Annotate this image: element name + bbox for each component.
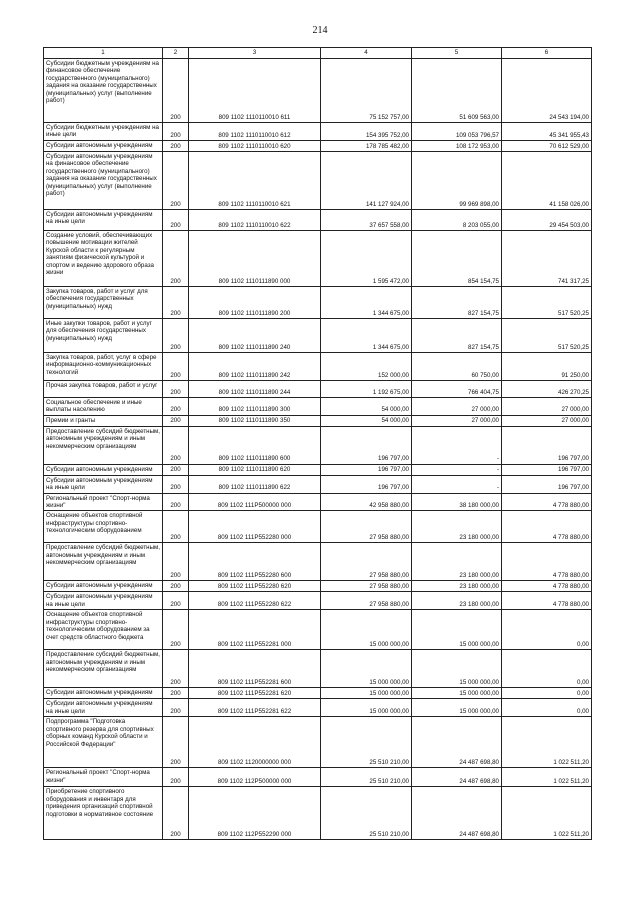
- row-value-col6: 1 022 511,20: [502, 787, 592, 840]
- row-classification-code: 809 1102 1110110010 620: [189, 141, 321, 152]
- table-row: [44, 688, 592, 699]
- row-classification-code: 809 1102 1110111890 244: [189, 381, 321, 398]
- row-name: Предоставление субсидий бюджетным, автономным учреждениям и иным некоммерческим организациям: [44, 543, 163, 581]
- column-header: 3: [189, 48, 321, 59]
- row-value-col4: 196 797,00: [321, 426, 412, 464]
- row-value-col5: 24 487 698,80: [412, 768, 502, 787]
- row-classification-code: 809 1102 1110111890 000: [189, 231, 321, 287]
- row-value-col6: 196 797,00: [502, 464, 592, 475]
- table-row: [44, 141, 592, 152]
- row-code: 200: [163, 353, 189, 381]
- row-value-col4: 27 958 880,00: [321, 581, 412, 592]
- row-classification-code: 809 1102 111P552281 620: [189, 688, 321, 699]
- table-row: [44, 398, 592, 416]
- row-value-col4: 1 344 675,00: [321, 319, 412, 353]
- row-classification-code: 809 1102 1110111890 620: [189, 464, 321, 475]
- row-classification-code: 809 1102 112P552290 000: [189, 787, 321, 840]
- row-classification-code: 809 1102 111P552280 620: [189, 581, 321, 592]
- table-row: [44, 426, 592, 464]
- row-value-col4: 75 152 757,00: [321, 59, 412, 123]
- row-code: 200: [163, 464, 189, 475]
- row-value-col5: -: [412, 426, 502, 464]
- table-row: [44, 581, 592, 592]
- row-value-col6: 4 778 880,00: [502, 543, 592, 581]
- table-row: [44, 319, 592, 353]
- row-name: Субсидии автономным учреждениям: [44, 581, 163, 592]
- row-name: Региональный проект "Спорт-норма жизни": [44, 493, 163, 511]
- row-value-col4: 27 958 880,00: [321, 543, 412, 581]
- row-value-col6: 0,00: [502, 688, 592, 699]
- row-value-col4: 1 595 472,00: [321, 231, 412, 287]
- column-header: 1: [44, 48, 163, 59]
- row-value-col5: 15 000 000,00: [412, 688, 502, 699]
- row-classification-code: 809 1102 111P552280 000: [189, 511, 321, 543]
- row-value-col6: 196 797,00: [502, 475, 592, 493]
- row-classification-code: 809 1102 1110111890 242: [189, 353, 321, 381]
- row-code: 200: [163, 415, 189, 426]
- table-row: [44, 511, 592, 543]
- row-value-col5: 23 180 000,00: [412, 581, 502, 592]
- row-value-col4: 25 510 210,00: [321, 787, 412, 840]
- row-value-col5: 15 000 000,00: [412, 650, 502, 688]
- row-value-col6: 741 317,25: [502, 231, 592, 287]
- row-value-col4: 25 510 210,00: [321, 768, 412, 787]
- row-classification-code: 809 1102 1110110010 612: [189, 123, 321, 141]
- row-code: 200: [163, 787, 189, 840]
- row-value-col4: 15 000 000,00: [321, 699, 412, 717]
- row-value-col5: 109 053 796,57: [412, 123, 502, 141]
- row-value-col5: 99 969 898,00: [412, 152, 502, 210]
- row-classification-code: 809 1102 1120000000 000: [189, 717, 321, 768]
- row-value-col5: 27 000,00: [412, 415, 502, 426]
- row-code: 200: [163, 475, 189, 493]
- row-value-col5: 23 180 000,00: [412, 511, 502, 543]
- table-row: [44, 475, 592, 493]
- row-value-col5: 8 203 055,00: [412, 210, 502, 231]
- table-row: [44, 543, 592, 581]
- row-value-col4: 27 958 880,00: [321, 592, 412, 610]
- row-value-col6: 0,00: [502, 699, 592, 717]
- table-row: [44, 287, 592, 319]
- row-name: Субсидии автономным учреждениям на иные цели: [44, 475, 163, 493]
- row-classification-code: 809 1102 1110111890 300: [189, 398, 321, 416]
- row-classification-code: 809 1102 111P552281 000: [189, 610, 321, 650]
- row-value-col4: 54 000,00: [321, 398, 412, 416]
- row-classification-code: 809 1102 1110111890 622: [189, 475, 321, 493]
- table-row: [44, 123, 592, 141]
- row-code: 200: [163, 152, 189, 210]
- row-code: 200: [163, 59, 189, 123]
- row-value-col5: 60 750,00: [412, 353, 502, 381]
- row-code: 200: [163, 123, 189, 141]
- row-name: Субсидии бюджетным учреждениям на финансовое обеспечение государственного (муниципального) задания на оказание государственных (муниципальных) услуг (выполнение работ): [44, 59, 163, 123]
- row-name: Субсидии автономным учреждениям на иные цели: [44, 699, 163, 717]
- table-row: [44, 381, 592, 398]
- table-row: [44, 493, 592, 511]
- row-value-col6: 4 778 880,00: [502, 493, 592, 511]
- row-code: 200: [163, 319, 189, 353]
- row-name: Субсидии автономным учреждениям на иные цели: [44, 592, 163, 610]
- row-value-col6: 4 778 880,00: [502, 511, 592, 543]
- row-value-col4: 15 000 000,00: [321, 650, 412, 688]
- table-row: [44, 768, 592, 787]
- row-code: 200: [163, 581, 189, 592]
- row-value-col5: 24 487 698,80: [412, 787, 502, 840]
- column-header: 2: [163, 48, 189, 59]
- row-value-col6: 517 520,25: [502, 287, 592, 319]
- row-value-col6: 91 250,00: [502, 353, 592, 381]
- row-classification-code: 809 1102 111P552281 622: [189, 699, 321, 717]
- row-classification-code: 809 1102 112P500000 000: [189, 768, 321, 787]
- row-value-col5: 15 000 000,00: [412, 610, 502, 650]
- row-value-col4: 37 657 558,00: [321, 210, 412, 231]
- row-value-col6: 517 520,25: [502, 319, 592, 353]
- row-classification-code: 809 1102 111P500000 000: [189, 493, 321, 511]
- row-code: 200: [163, 592, 189, 610]
- table-row: [44, 415, 592, 426]
- table-row: [44, 353, 592, 381]
- table-row: [44, 59, 592, 123]
- row-value-col6: 1 022 511,20: [502, 768, 592, 787]
- row-code: 200: [163, 398, 189, 416]
- row-name: Субсидии бюджетным учреждениям на иные цели: [44, 123, 163, 141]
- row-code: 200: [163, 699, 189, 717]
- row-code: 200: [163, 543, 189, 581]
- row-code: 200: [163, 493, 189, 511]
- row-classification-code: 809 1102 1110110010 621: [189, 152, 321, 210]
- row-name: Подпрограмма "Подготовка спортивного резерва для спортивных сборных команд Курской области и Российской Федерации": [44, 717, 163, 768]
- row-classification-code: 809 1102 111P552280 622: [189, 592, 321, 610]
- row-value-col5: 51 609 563,00: [412, 59, 502, 123]
- row-value-col6: 196 797,00: [502, 426, 592, 464]
- row-name: Оснащение объектов спортивной инфраструктуры спортивно-технологическим оборудованием: [44, 511, 163, 543]
- row-value-col4: 141 127 924,00: [321, 152, 412, 210]
- table-row: [44, 592, 592, 610]
- table-row: [44, 610, 592, 650]
- row-name: Социальное обеспечение и иные выплаты населению: [44, 398, 163, 416]
- row-value-col6: 29 454 503,00: [502, 210, 592, 231]
- table-row: [44, 231, 592, 287]
- page-number: 214: [312, 25, 328, 36]
- budget-table: [43, 47, 592, 840]
- row-code: 200: [163, 688, 189, 699]
- row-classification-code: 809 1102 111P552281 600: [189, 650, 321, 688]
- row-value-col5: 108 172 953,00: [412, 141, 502, 152]
- row-code: 200: [163, 287, 189, 319]
- row-value-col4: 1 344 675,00: [321, 287, 412, 319]
- row-code: 200: [163, 717, 189, 768]
- row-value-col6: 27 000,00: [502, 415, 592, 426]
- row-classification-code: 809 1102 1110111890 600: [189, 426, 321, 464]
- row-classification-code: 809 1102 1110111890 350: [189, 415, 321, 426]
- row-value-col5: 23 180 000,00: [412, 592, 502, 610]
- row-value-col6: 426 270,25: [502, 381, 592, 398]
- row-value-col4: 196 797,00: [321, 475, 412, 493]
- row-value-col5: 827 154,75: [412, 319, 502, 353]
- row-classification-code: 809 1102 1110110010 622: [189, 210, 321, 231]
- row-value-col6: 4 778 880,00: [502, 592, 592, 610]
- row-name: Субсидии автономным учреждениям на иные цели: [44, 210, 163, 231]
- row-value-col6: 45 341 955,43: [502, 123, 592, 141]
- row-value-col6: 41 158 026,00: [502, 152, 592, 210]
- row-code: 200: [163, 231, 189, 287]
- row-value-col5: 24 487 698,80: [412, 717, 502, 768]
- row-name: Субсидии автономным учреждениям: [44, 688, 163, 699]
- row-value-col4: 1 192 675,00: [321, 381, 412, 398]
- row-name: Оснащение объектов спортивной инфраструктуры спортивно-технологическим оборудованием за счет средств областного бюджета: [44, 610, 163, 650]
- table-header-row: [44, 48, 592, 59]
- row-code: 200: [163, 768, 189, 787]
- row-name: Создание условий, обеспечивающих повышение мотивации жителей Курской области к регулярным занятиям физической культурой и спортом и ведению здорового образа жизни: [44, 231, 163, 287]
- table-row: [44, 464, 592, 475]
- column-header: 4: [321, 48, 412, 59]
- row-value-col4: 25 510 210,00: [321, 717, 412, 768]
- row-value-col5: 827 154,75: [412, 287, 502, 319]
- row-name: Приобретение спортивного оборудования и инвентаря для приведения организаций спортивной подготовки в нормативное состояние: [44, 787, 163, 840]
- row-name: Премии и гранты: [44, 415, 163, 426]
- row-value-col6: 27 000,00: [502, 398, 592, 416]
- row-value-col4: 15 000 000,00: [321, 688, 412, 699]
- row-value-col5: -: [412, 464, 502, 475]
- row-value-col4: 154 395 752,00: [321, 123, 412, 141]
- row-value-col6: 0,00: [502, 610, 592, 650]
- row-classification-code: 809 1102 1110111890 200: [189, 287, 321, 319]
- row-value-col5: 854 154,75: [412, 231, 502, 287]
- row-classification-code: 809 1102 1110111890 240: [189, 319, 321, 353]
- table-row: [44, 152, 592, 210]
- row-value-col5: 27 000,00: [412, 398, 502, 416]
- column-header: 6: [502, 48, 592, 59]
- row-value-col4: 152 000,00: [321, 353, 412, 381]
- row-value-col5: 766 404,75: [412, 381, 502, 398]
- row-code: 200: [163, 210, 189, 231]
- row-name: Закупка товаров, работ и услуг для обеспечения государственных (муниципальных) нужд: [44, 287, 163, 319]
- row-code: 200: [163, 511, 189, 543]
- row-name: Субсидии автономным учреждениям на финансовое обеспечение государственного (муниципального) задания на оказание государственных (муниципальных) услуг (выполнение работ): [44, 152, 163, 210]
- row-name: Субсидии автономным учреждениям: [44, 141, 163, 152]
- row-value-col6: 4 778 880,00: [502, 581, 592, 592]
- row-code: 200: [163, 141, 189, 152]
- row-value-col6: 70 612 529,00: [502, 141, 592, 152]
- row-name: Иные закупки товаров, работ и услуг для обеспечения государственных (муниципальных) нужд: [44, 319, 163, 353]
- row-code: 200: [163, 610, 189, 650]
- row-name: Прочая закупка товаров, работ и услуг: [44, 381, 163, 398]
- row-name: Региональный проект "Спорт-норма жизни": [44, 768, 163, 787]
- row-value-col6: 1 022 511,20: [502, 717, 592, 768]
- row-classification-code: 809 1102 111P552280 600: [189, 543, 321, 581]
- row-value-col5: 23 180 000,00: [412, 543, 502, 581]
- table-row: [44, 699, 592, 717]
- row-value-col5: -: [412, 475, 502, 493]
- row-value-col6: 0,00: [502, 650, 592, 688]
- table-row: [44, 787, 592, 840]
- row-value-col4: 42 958 880,00: [321, 493, 412, 511]
- row-name: Субсидии автономным учреждениям: [44, 464, 163, 475]
- row-value-col4: 27 958 880,00: [321, 511, 412, 543]
- row-name: Предоставление субсидий бюджетным, автономным учреждениям и иным некоммерческим организациям: [44, 426, 163, 464]
- row-value-col5: 38 180 000,00: [412, 493, 502, 511]
- row-name: Закупка товаров, работ, услуг в сфере информационно-коммуникационных технологий: [44, 353, 163, 381]
- row-value-col6: 24 543 194,00: [502, 59, 592, 123]
- table-row: [44, 210, 592, 231]
- row-classification-code: 809 1102 1110110010 611: [189, 59, 321, 123]
- row-value-col4: 15 000 000,00: [321, 610, 412, 650]
- row-code: 200: [163, 426, 189, 464]
- row-code: 200: [163, 381, 189, 398]
- row-value-col4: 54 000,00: [321, 415, 412, 426]
- row-value-col4: 196 797,00: [321, 464, 412, 475]
- table-row: [44, 717, 592, 768]
- row-value-col4: 178 785 482,00: [321, 141, 412, 152]
- row-code: 200: [163, 650, 189, 688]
- row-value-col5: 15 000 000,00: [412, 699, 502, 717]
- row-name: Предоставление субсидий бюджетным, автономным учреждениям и иным некоммерческим организациям: [44, 650, 163, 688]
- column-header: 5: [412, 48, 502, 59]
- table-row: [44, 650, 592, 688]
